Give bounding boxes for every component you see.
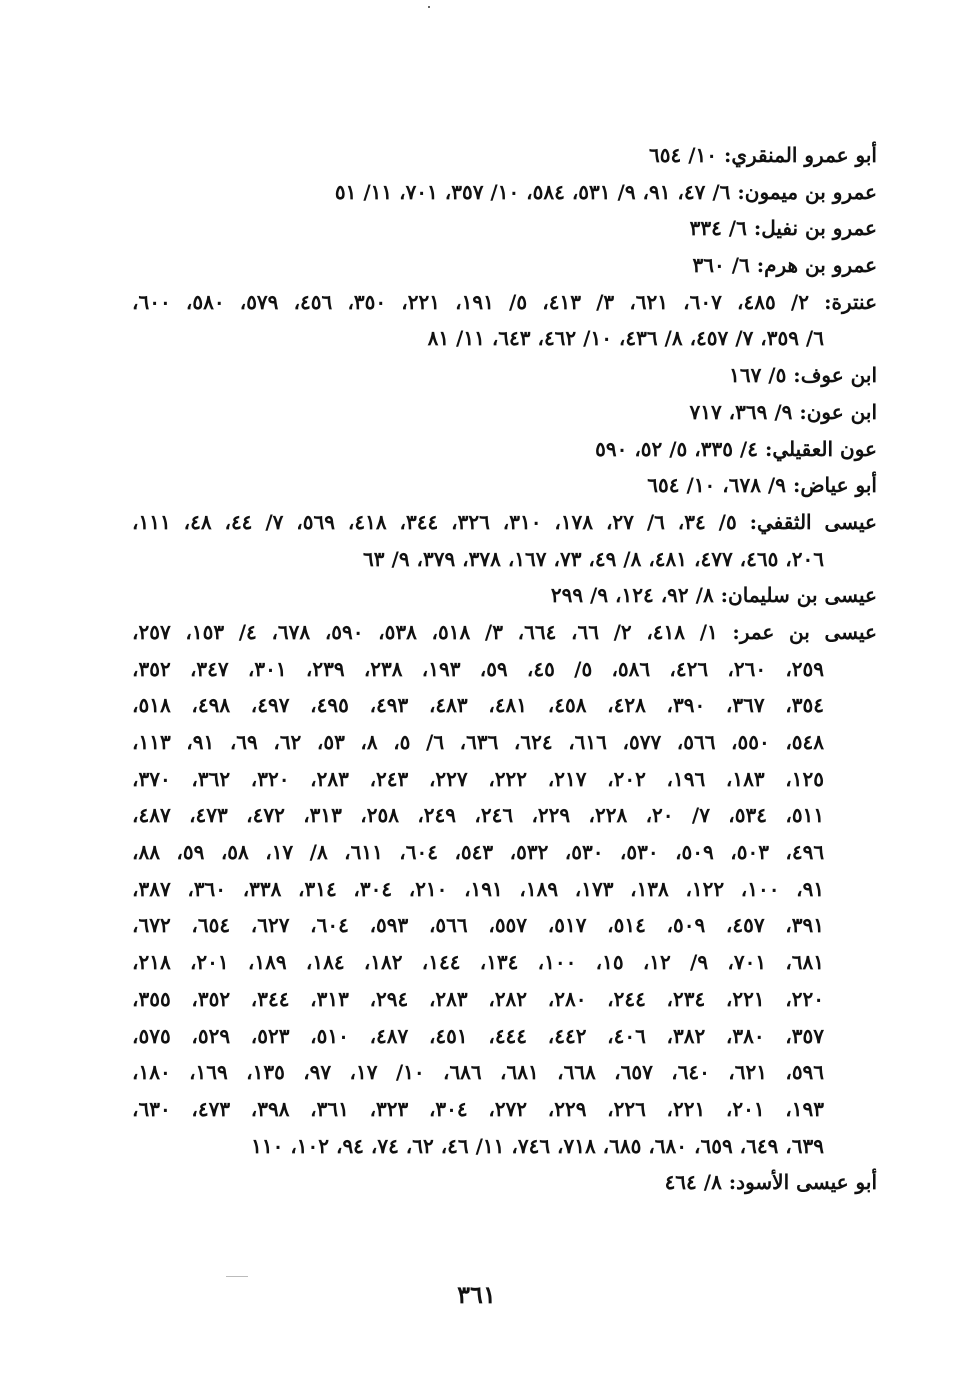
entry-continuation-line: ٤٩٦، ٥٠٣، ٥٠٩، ٥٣٠، ٥٣٠، ٥٣٢، ٥٤٣، ٦٠٤، ٦١١، ٨/ ١٧، ٥٨، ٥٩، ٨٨، [132,840,825,865]
index-entry [132,137,877,174]
entry-continuation-line: ٣٥٧، ٣٨٠، ٣٨٢، ٤٠٦، ٤٤٢، ٤٤٤، ٤٥١، ٤٨٧، ٥١٠، ٥٢٣، ٥٢٩، ٥٧٥، [132,1023,824,1048]
entry-line: عنترة: ٢/ ٤٨٥، ٦٠٧، ٦٢١، ٣/ ٤١٣، ٥/ ١٩١، ٢٢١، ٣٥٠، ٤٥٦، ٥٧٩، ٥٨٠، ٦٠٠، [132,289,877,314]
entry-continuation-line: ٦٨١، ٧٠١، ٩/ ١٢، ١٥، ١٠٠، ١٣٤، ١٤٤، ١٨٢، ١٨٤، ١٨٩، ٢٠١، ٢١٨، [132,950,825,975]
index-entry [132,394,877,431]
page-number: ٣٦١ [457,1280,496,1309]
entry-line: أبو عياض: ٩/ ٦٧٨، ١٠/ ٦٥٤ [647,473,877,498]
index-entries [132,137,877,1201]
index-entry [132,247,877,284]
entry-line: عمرو بن هرم: ٦/ ٣٦٠ [692,253,877,278]
entry-continuation-line: ٢٥٩، ٢٦٠، ٤٢٦، ٥٨٦، ٥/ ٤٥، ٥٩، ١٩٣، ٢٣٨، ٢٣٩، ٣٠١، ٣٤٧، ٣٥٢، [132,656,825,681]
scan-line [226,1276,248,1277]
entry-continuation-line: ٦/ ٣٥٩، ٧/ ٤٥٧، ٨/ ٤٣٦، ١٠/ ٤٦٢، ٦٤٣، ١١/ ٨١ [427,326,824,351]
entry-continuation-line: ١٢٥، ١٨٣، ١٩٦، ٢٠٢، ٢١٧، ٢٢٢، ٢٢٧، ٢٤٣، ٢٨٣، ٣٢٠، ٣٦٢، ٣٧٠، [132,766,824,791]
entry-continuation-line: ٣٩١، ٤٥٧، ٥٠٩، ٥١٤، ٥١٧، ٥٥٧، ٥٦٦، ٥٩٣، ٦٠٤، ٦٢٧، ٦٥٤، ٦٧٢، [132,913,824,938]
index-entry [132,577,877,614]
entry-line: عمرو بن ميمون: ٦/ ٤٧، ٩١، ٩/ ٥٣١، ٥٨٤، ١٠/ ٣٥٧، ٧٠١، ١١/ ٥١ [334,179,877,204]
index-entry [132,210,877,247]
index-entry [132,1164,877,1201]
entry-line: عيسى بن عمر: ١/ ٤١٨، ٢/ ٦٦، ٦٦٤، ٣/ ٥١٨، ٥٣٨، ٥٩٠، ٦٧٨، ٤/ ١٥٣، ٢٥٧، [132,619,877,644]
entry-continuation-line: ٥١١، ٥٣٤، ٧/ ٢٠، ٢٢٨، ٢٢٩، ٢٤٦، ٢٤٩، ٢٥٨، ٣١٣، ٤٧٢، ٤٧٣، ٤٨٧، [132,803,825,828]
entry-continuation-line: ٢٢٠، ٢٢١، ٢٣٤، ٢٤٤، ٢٨٠، ٢٨٢، ٢٨٣، ٢٩٤، ٣١٣، ٣٤٤، ٣٥٢، ٣٥٥، [132,986,824,1011]
entry-continuation-line: ٣٥٤، ٣٦٧، ٣٩٠، ٤٢٨، ٤٥٨، ٤٨١، ٤٨٣، ٤٩٣، ٤٩٥، ٤٩٧، ٤٩٨، ٥١٨، [132,693,824,718]
entry-line: عيسى الثقفي: ٥/ ٣٤، ٦/ ٢٧، ١٧٨، ٣١٠، ٣٢٦، ٣٤٤، ٤١٨، ٥٦٩، ٧/ ٤٤، ٤٨، ١١١، [132,509,877,534]
entry-continuation-line: ٩١، ١٠٠، ١٢٢، ١٣٨، ١٧٣، ١٨٩، ١٩١، ٢١٠، ٣٠٤، ٣١٤، ٣٣٨، ٣٦٠، ٣٨٧، [132,876,825,901]
index-entry [132,174,877,211]
scan-speck [428,6,430,8]
entry-continuation-line: ١٩٣، ٢٠١، ٢٢١، ٢٢٦، ٢٢٩، ٢٧٢، ٣٠٤، ٣٢٣، ٣٦١، ٣٩٨، ٤٧٣، ٦٣٠، [132,1096,824,1121]
entry-continuation-line: ٦٣٩، ٦٤٩، ٦٥٩، ٦٨٠، ٦٨٥، ٧١٨، ٧٤٦، ١١/ ٤٦، ٦٢، ٧٤، ٩٤، ١٠٢، ١١٠ [251,1133,824,1158]
entry-line: عمرو بن نفيل: ٦/ ٣٣٤ [689,216,877,241]
index-entry [132,284,877,357]
entry-continuation-line: ٢٠٦، ٤٦٥، ٤٧٧، ٤٨١، ٨/ ٤٩، ٧٣، ١٦٧، ٣٧٨، ٣٧٩، ٩/ ٦٣ [363,546,824,571]
entry-line: عيسى بن سليمان: ٨/ ٩٢، ١٢٤، ٩/ ٢٩٩ [550,583,877,608]
entry-line: أبو عمرو المنقري: ١٠/ ٦٥٤ [649,143,877,167]
index-entry [132,614,877,1164]
entry-line: عون العقيلي: ٤/ ٣٣٥، ٥/ ٥٢، ٥٩٠ [595,436,877,461]
index-entry [132,431,877,468]
entry-line: أبو عيسى الأسود: ٨/ ٤٦٤ [664,1170,877,1195]
index-entry [132,467,877,504]
index-entry [132,504,877,577]
entry-continuation-line: ٥٤٨، ٥٥٠، ٥٦٦، ٥٧٧، ٦١٦، ٦٢٤، ٦٣٦، ٦/ ٥، ٨، ٥٣، ٦٢، ٦٩، ٩١، ١١٣، [132,730,825,754]
entry-line: ابن عون: ٩/ ٣٦٩، ٧١٧ [689,399,877,424]
index-entry [132,357,877,394]
entry-continuation-line: ٥٩٦، ٦٢١، ٦٤٠، ٦٥٧، ٦٦٨، ٦٨١، ٦٨٦، ١٠/ ١٧، ٩٧، ١٣٥، ١٦٩، ١٨٠، [132,1060,825,1085]
entry-line: ابن عوف: ٥/ ١٦٧ [729,363,877,388]
